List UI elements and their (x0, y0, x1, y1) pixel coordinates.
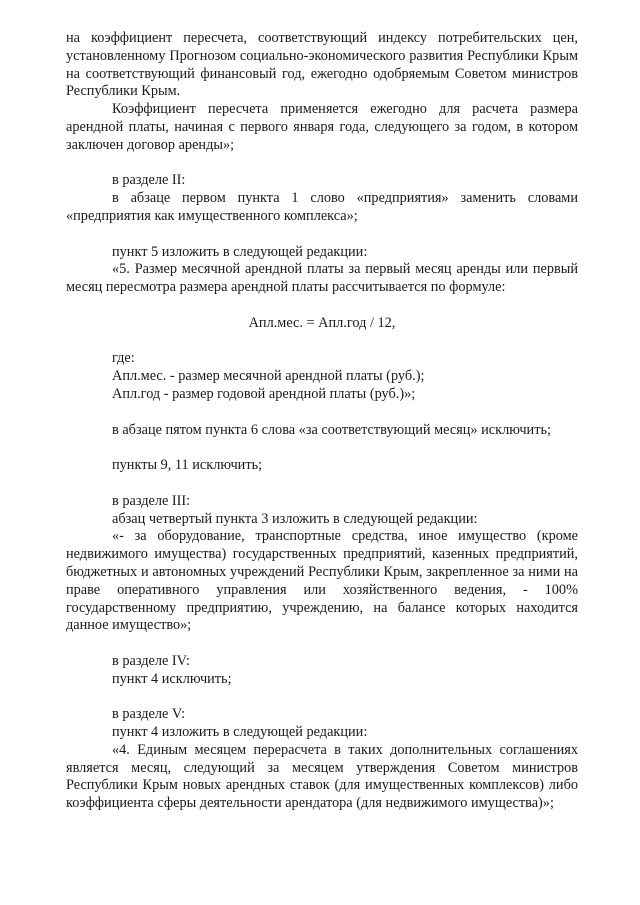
spacer (66, 439, 578, 457)
spacer (66, 297, 578, 315)
spacer (66, 404, 578, 422)
section-2-item-5-text: «5. Размер месячной арендной платы за первый месяц аренды или первый месяц пересмотра размера арендной платы рассчитывается по формуле: (66, 261, 578, 296)
formula-annual-definition: Апл.год - размер годовой арендной платы (руб.)»; (112, 385, 416, 402)
section-3-item-3-heading: абзац четвертый пункта 3 изложить в следующей редакции: (112, 510, 478, 527)
section-2-item-5-heading: пункт 5 изложить в следующей редакции: (112, 243, 368, 260)
spacer (66, 475, 578, 493)
paragraph-coefficient-application: Коэффициент пересчета применяется ежегодно для расчета размера арендной платы, начиная с первого января года, следующего за годом, в котором заключен договор аренды»; (66, 101, 578, 153)
section-2-heading: в разделе II: (112, 172, 186, 189)
section-4-heading: в разделе IV: (112, 652, 190, 669)
section-3-item-3-text: «- за оборудование, транспортные средства, иное имущество (кроме недвижимого имущества) государственных предприятий, казенных предприятий, бюджетных и автономных учреждений Республики Крым, закрепленное за ними на праве оперативного управления или хозяйственного ведения, - 100% государственному предприятию, учреждению, на балансе которых находится данное имущество»; (66, 528, 578, 634)
spacer (66, 635, 578, 653)
spacer (66, 155, 578, 173)
formula-monthly-definition: Апл.мес. - размер месячной арендной платы (руб.); (112, 368, 425, 385)
section-4-item-4-removal: пункт 4 исключить; (112, 670, 232, 687)
section-2-items-9-11-removal: пункты 9, 11 исключить; (112, 457, 263, 474)
section-5-item-4-heading: пункт 4 изложить в следующей редакции: (112, 724, 368, 741)
section-3-heading: в разделе III: (112, 492, 191, 509)
section-2-item-1-change: в абзаце первом пункта 1 слово «предприятия» заменить словами «предприятия как имущественного комплекса»; (66, 190, 578, 224)
section-5-item-4-text: «4. Единым месяцем перерасчета в таких дополнительных соглашениях является месяц, следующий за месяцем утверждения Советом министров Республики Крым новых арендных ставок (для имущественных комплексов) либо коэффициента сферы деятельности арендатора (для недвижимого имущества)»; (66, 741, 578, 812)
document-page (66, 30, 578, 813)
rent-formula: Апл.мес. = Апл.год / 12, (248, 314, 396, 331)
formula-where-label: где: (112, 350, 135, 367)
section-2-item-6-change: в абзаце пятом пункта 6 слова «за соответствующий месяц» исключить; (112, 421, 551, 438)
spacer (66, 333, 578, 351)
spacer (66, 226, 578, 244)
paragraph-coefficient-definition: на коэффициент пересчета, соответствующий индексу потребительских цен, установленному Прогнозом социально-экономического развития Республики Крым на соответствующий финансовый год, ежегодно одобряемым Советом министров Республики Крым. (66, 30, 578, 100)
section-5-heading: в разделе V: (112, 706, 186, 723)
spacer (66, 688, 578, 706)
